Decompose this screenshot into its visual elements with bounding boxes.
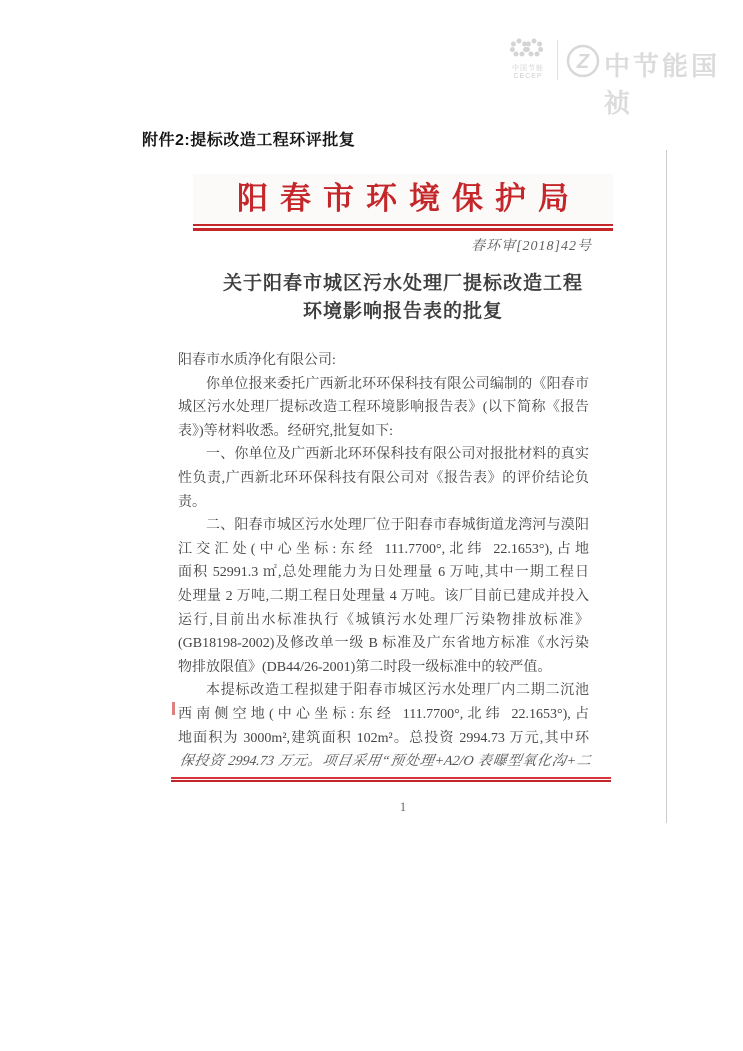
page-number: 1 <box>399 799 407 814</box>
watermark-divider <box>557 40 558 80</box>
body-line: 物排放限值》(DB44/26-2001)第二时段一级标准中的较严值。 <box>178 659 552 675</box>
body-line: 你单位报来委托广西新北环环保科技有限公司编制的《阳春市 <box>206 376 589 392</box>
body-line: 表》)等材料收悉。经研究,批复如下: <box>178 423 394 439</box>
body-line: 江交汇处(中心坐标:东经 111.7700°,北纬 22.1653°),占地 <box>178 541 589 557</box>
document-title <box>193 270 613 326</box>
red-pen-tick <box>172 702 175 715</box>
body-line: 面积 52991.3 ㎡,总处理能力为日处理量 6 万吨,其中一期工程日 <box>178 565 589 581</box>
bottom-red-underline <box>171 777 611 782</box>
document-number: 春环审[2018]42号 <box>471 239 592 254</box>
body-line: 一、你单位及广西新北环环保科技有限公司对报批材料的真实 <box>206 447 589 463</box>
body-line: 城区污水处理厂提标改造工程环境影响报告表》(以下简称《报告 <box>178 400 589 416</box>
body-line: (GB18198-2002)及修改单一级 B 标准及广东省地方标准《水污染 <box>178 636 589 652</box>
body-line: 西南侧空地(中心坐标:东经 111.7700°,北纬 22.1653°),占 <box>178 706 589 722</box>
body-line: 本提标改造工程拟建于阳春市城区污水处理厂内二期二沉池 <box>206 683 589 699</box>
body-line: 处理量 2 万吨,二期工程日处理量 4 万吨。该厂目前已建成并投入 <box>178 588 589 604</box>
cecep-logo-block <box>506 37 550 81</box>
document-body <box>178 349 592 774</box>
cecep-guozhen-z-icon <box>564 42 602 80</box>
body-line: 阳春市水质净化有限公司: <box>178 353 336 368</box>
scan-right-edge <box>666 150 667 823</box>
body-line: 二、阳春市城区污水处理厂位于阳春市春城街道龙湾河与漠阳 <box>206 518 589 534</box>
agency-name-header: 阳春市环境保护局 <box>193 174 613 224</box>
header-red-rule <box>193 224 613 231</box>
body-line: 性负责,广西新北环环保科技有限公司对《报告表》的评价结论负 <box>178 470 589 486</box>
cecep-cn-label: 中国节能 <box>512 65 544 72</box>
document-title-line2: 环境影响报告表的批复 <box>302 301 503 322</box>
svg-text:Z: Z <box>576 51 590 73</box>
document-title-line1: 关于阳春市城区污水处理厂提标改造工程 <box>222 273 583 294</box>
cecep-beads-icon <box>509 37 547 59</box>
body-line: 运行,目前出水标准执行《城镇污水处理厂污染物排放标准》 <box>178 612 589 628</box>
attachment-heading: 附件2:提标改造工程环评批复 <box>142 132 356 149</box>
body-line-distorted: 保投资 2994.73 万元。项目采用“预处理+A2/O 表曝型氧化沟+二 <box>178 754 592 770</box>
body-line: 责。 <box>178 494 206 510</box>
body-line: 地面积为 3000m²,建筑面积 102m²。总投资 2994.73 万元,其中环 <box>178 730 589 746</box>
brand-watermark: 中节能国祯 <box>604 51 721 118</box>
cecep-en-label: CECEP <box>513 73 543 80</box>
